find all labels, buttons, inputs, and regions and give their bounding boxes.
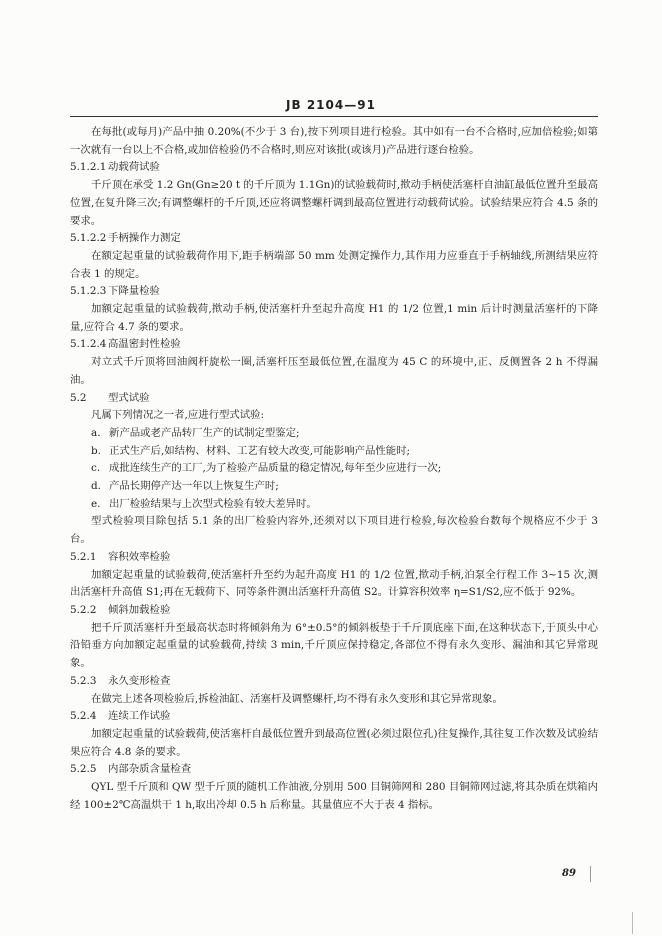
section-heading bbox=[70, 708, 598, 726]
document-body bbox=[70, 124, 598, 814]
section-number: 5.1.2.1 bbox=[70, 161, 107, 174]
page-number: 89 bbox=[562, 868, 576, 879]
section-heading bbox=[70, 390, 598, 408]
paragraph-permanent-deformation: 在做完上述各项检验后,拆检油缸、活塞杆及调整螺杆,均不得有永久变形和其它异常现象。 bbox=[91, 692, 503, 705]
section-title: 下降量检验 bbox=[108, 285, 160, 298]
section-number: 5.2.4 bbox=[70, 710, 97, 723]
paragraph-impurity-content: QYL 型千斤顶和 QW 型千斤顶的随机工作油液,分别用 500 目铜筛网和 280 目铜筛网过滤,将其杂质在烘箱内经 100±2℃高温烘干 1 h,取出冷却 0.5 h 后称量。其量值应不大于表 4 指标。 bbox=[70, 781, 598, 811]
section-number: 5.2.1 bbox=[70, 550, 97, 563]
list-text: 正式生产后,如结构、材料、工艺有较大改变,可能影响产品性能时; bbox=[109, 444, 411, 457]
paragraph-dynamic-load: 千斤顶在承受 1.2 Gn(Gn≥20 t 的千斤顶为 1.1Gn)的试验载荷时,揿动手柄使活塞杆自油缸最低位置升至最高位置,在复升降三次;有调整螺杆的千斤顶,还应将调整螺杆调到最高位置进行动载荷试验。试验结果应符合 4.5 条的要求。 bbox=[70, 179, 598, 227]
section-number: 5.2.2 bbox=[70, 603, 97, 616]
section-heading bbox=[70, 336, 598, 354]
paragraph-sampling: 在每批(或每月)产品中抽 0.20%(不少于 3 台),按下列项目进行检验。其中如有一台不合格时,应加倍检验;如第一次就有一台以上不合格,或加倍检验仍不合格时,则应对该批(或该月)产品进行逐台检验。 bbox=[70, 126, 598, 156]
section-title: 容积效率检验 bbox=[108, 550, 171, 563]
list-text: 成批连续生产的工厂,为了检验产品质量的稳定情况,每年至少应进行一次; bbox=[109, 462, 442, 475]
paragraph-tilt-load: 把千斤顶活塞杆升至最高状态时将倾斜角为 6°±0.5°的倾斜板垫于千斤顶底座下面,在这种状态下,于顶头中心沿铅垂方向加额定起重量的试验载荷,持续 3 min,千斤顶应保持稳定,各部位不得有永久变形、漏油和其它异常现象。 bbox=[70, 621, 598, 670]
section-heading bbox=[70, 159, 598, 177]
section-heading bbox=[70, 230, 598, 248]
paragraph-type-test-items: 型式检验项目除包括 5.1 条的出厂检验内容外,还须对以下项目进行检验,每次检验台数每个规格应不少于 3 台。 bbox=[70, 515, 598, 546]
header-rule bbox=[70, 116, 598, 117]
section-heading bbox=[70, 549, 598, 567]
section-heading bbox=[70, 673, 598, 691]
list-item bbox=[70, 496, 598, 514]
list-item bbox=[70, 425, 598, 443]
list-marker: b. bbox=[91, 444, 101, 457]
section-title: 高温密封性检验 bbox=[108, 338, 181, 351]
section-number: 5.2.3 bbox=[70, 674, 97, 687]
section-title: 连续工作试验 bbox=[108, 710, 171, 723]
section-title: 动载荷试验 bbox=[108, 161, 160, 174]
list-item bbox=[70, 478, 598, 496]
list-text: 新产品或老产品转厂生产的试制定型鉴定; bbox=[109, 426, 300, 439]
list-marker: d. bbox=[91, 480, 101, 493]
section-title: 永久变形检查 bbox=[108, 674, 171, 687]
section-heading bbox=[70, 283, 598, 301]
paragraph-continuous-work: 加额定起重量的试验载荷,使活塞杆自最低位置升到最高位置(必须过限位孔)往复操作,其往复工作次数及试验结果应符合 4.8 条的要求。 bbox=[70, 727, 598, 758]
paragraph-high-temp-seal: 对立式千斤顶将回油阀杆旋松一圈,活塞杆压至最低位置,在温度为 45 C 的环境中,正、反侧置各 2 h 不得漏油。 bbox=[70, 356, 598, 386]
list-item bbox=[70, 460, 598, 478]
list-item bbox=[70, 443, 598, 461]
list-marker: a. bbox=[91, 426, 101, 439]
section-number: 5.2 bbox=[70, 391, 87, 404]
paragraph-volumetric-efficiency: 加额定起重量的试验载荷,使活塞杆升至约为起升高度 H1 的 1/2 位置,揿动手柄,泊泵全行程工作 3~15 次,测出活塞杆升高值 S1;再在无载荷下、同等条件测出活塞杆升高值 S2。计算容积效率 η=S1/S2,应不低于 92%。 bbox=[70, 568, 598, 599]
scan-artifact-line bbox=[632, 912, 633, 934]
margin-mark bbox=[590, 866, 591, 882]
section-number: 5.1.2.3 bbox=[70, 285, 107, 298]
list-text: 产品长期停产达一年以上恢复生产时; bbox=[109, 480, 279, 493]
section-title: 手柄操作力测定 bbox=[108, 232, 181, 245]
section-number: 5.1.2.4 bbox=[70, 338, 107, 351]
list-marker: c. bbox=[91, 462, 101, 475]
section-title: 内部杂质含量检查 bbox=[108, 763, 192, 776]
section-heading bbox=[70, 602, 598, 620]
paragraph-descent: 加额定起重量的试验载荷,揿动手柄,使活塞杆升至起升高度 H1 的 1/2 位置,1 min 后计时测量活塞杆的下降量,应符合 4.7 条的要求。 bbox=[70, 303, 598, 333]
paragraph-type-test-intro: 凡属下列情况之一者,应进行型式试验: bbox=[91, 409, 265, 422]
section-heading bbox=[70, 761, 598, 779]
section-title: 倾斜加载检验 bbox=[108, 603, 171, 616]
section-number: 5.2.5 bbox=[70, 763, 97, 776]
standard-number: JB 2104—91 bbox=[286, 98, 376, 112]
list-marker: e. bbox=[91, 497, 101, 510]
section-number: 5.1.2.2 bbox=[70, 232, 107, 245]
paragraph-handle-force: 在额定起重量的试验载荷作用下,距手柄端部 50 mm 处测定操作力,其作用力应垂直于手柄轴线,所测结果应符合表 1 的规定。 bbox=[70, 249, 598, 280]
section-title: 型式试验 bbox=[108, 391, 150, 404]
list-text: 出厂检验结果与上次型式检验有较大差异时。 bbox=[109, 497, 317, 510]
